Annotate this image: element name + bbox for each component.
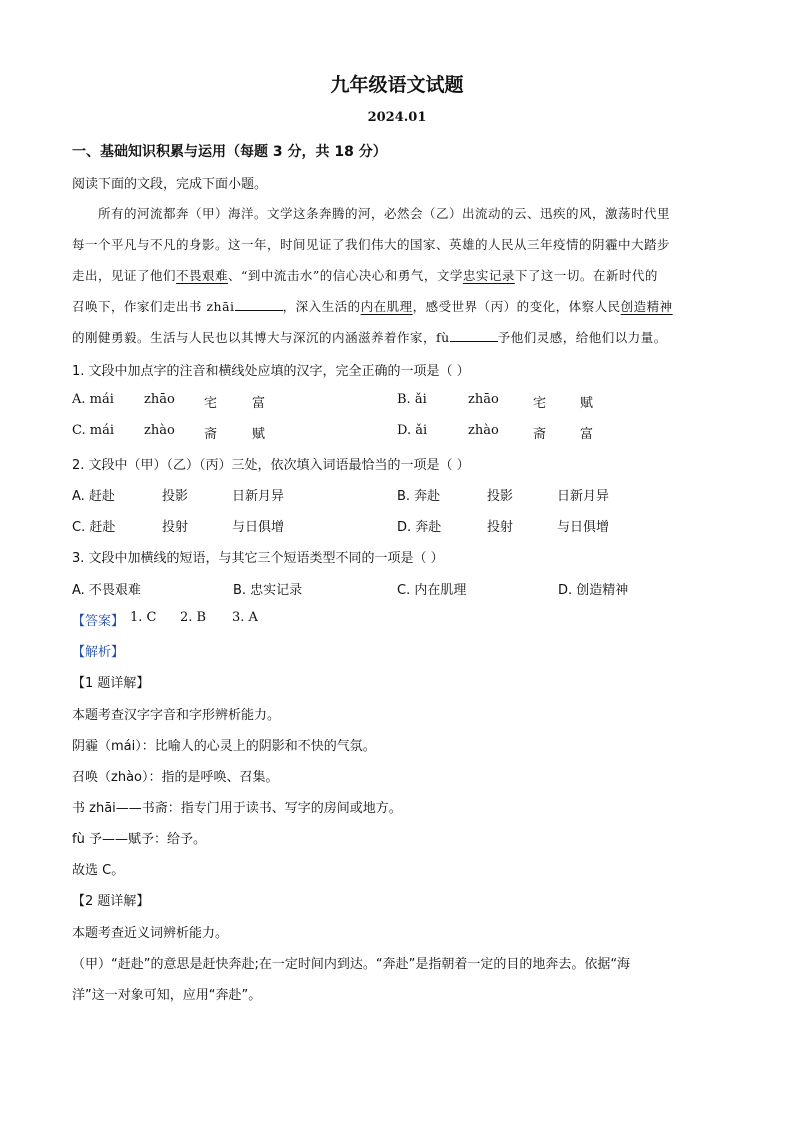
q3-option-a: A. 不畏艰难 bbox=[72, 583, 141, 598]
q3-option-c: C. 内在肌理 bbox=[397, 583, 467, 598]
question-1-stem: 1. 文段中加点字的注音和横线处应填的汉字，完全正确的一项是（ ） bbox=[72, 364, 470, 379]
underlined-phrase-4: 创造精神 bbox=[620, 299, 673, 314]
exam-date: 2024.01 bbox=[367, 110, 427, 125]
q3-option-b: B. 忠实记录 bbox=[233, 583, 303, 598]
q1-option-d-2: zhào bbox=[468, 423, 499, 438]
detail-1-line: 阴霾（mái）：比喻人的心灵上的阴影和不快的气氛。 bbox=[72, 739, 376, 754]
q1-option-a-2: zhāo bbox=[144, 392, 175, 407]
q1-option-d: D. ǎi bbox=[397, 423, 428, 438]
detail-2-heading: 【2 题详解】 bbox=[72, 894, 150, 909]
detail-2-line: 本题考查近义词辨析能力。 bbox=[72, 926, 229, 941]
passage-line-1: 所有的河流都奔（甲）海洋。文学这条奔腾的河，必然会（乙）出流动的云、迅疾的风，激荡时代里 bbox=[98, 206, 671, 221]
question-2-stem: 2. 文段中（甲）（乙）（丙）三处，依次填入词语最恰当的一项是（ ） bbox=[72, 458, 470, 473]
q1-option-b-2: zhāo bbox=[468, 392, 499, 407]
q1-option-b-3: 宅 bbox=[533, 396, 547, 411]
fill-blank-2 bbox=[450, 329, 498, 342]
answer-3: 3. A bbox=[232, 610, 258, 625]
q2-option-a: A. 赶赴 bbox=[72, 489, 115, 504]
underlined-phrase-2: 忠实记录 bbox=[462, 268, 515, 283]
q2-option-a-3: 日新月异 bbox=[232, 489, 285, 504]
q1-option-d-3: 斋 bbox=[533, 427, 547, 442]
q2-option-c-3: 与日俱增 bbox=[232, 520, 285, 535]
q2-option-d: D. 奔赴 bbox=[397, 520, 442, 535]
detail-1-line: 召唤（zhào）：指的是呼唤、召集。 bbox=[72, 770, 279, 785]
q1-option-c-2: zhào bbox=[144, 423, 175, 438]
page-title: 九年级语文试题 bbox=[330, 74, 464, 96]
q2-option-d-3: 与日俱增 bbox=[557, 520, 610, 535]
q1-option-c: C. mái bbox=[72, 423, 114, 438]
detail-1-line: 书 zhāi——书斋：指专门用于读书、写字的房间或地方。 bbox=[72, 801, 402, 816]
q2-option-d-2: 投射 bbox=[487, 520, 514, 535]
answer-1: 1. C bbox=[130, 610, 157, 625]
instruction-text: 阅读下面的文段，完成下面小题。 bbox=[72, 177, 268, 192]
q1-option-a-3: 宅 bbox=[204, 396, 218, 411]
q2-option-b: B. 奔赴 bbox=[397, 489, 441, 504]
detail-2-line: 洋”这一对象可知，应用“奔赴”。 bbox=[72, 988, 262, 1003]
detail-1-line: fù 予——赋予：给予。 bbox=[72, 832, 206, 847]
q2-option-b-3: 日新月异 bbox=[557, 489, 610, 504]
q1-option-c-3: 斋 bbox=[204, 427, 218, 442]
answer-tag: 【答案】 bbox=[72, 614, 125, 629]
detail-1-line: 故选 C。 bbox=[72, 863, 125, 878]
q1-option-b-4: 赋 bbox=[580, 396, 594, 411]
underlined-phrase-3: 内在肌理 bbox=[360, 299, 413, 314]
detail-2-line: （甲）“赶赴”的意思是赶快奔赴;在一定时间内到达。“奔赴”是指朝着一定的目的地奔去。依据“海 bbox=[72, 957, 631, 972]
q1-option-c-4: 赋 bbox=[252, 427, 266, 442]
answer-2: 2. B bbox=[180, 610, 207, 625]
analysis-tag: 【解析】 bbox=[72, 645, 125, 660]
passage-line-2: 每一个平凡与不凡的身影。这一年，时间见证了我们伟大的国家、英雄的人民从三年疫情的阴霾中大踏步 bbox=[72, 237, 671, 252]
q1-option-a: A. mái bbox=[72, 392, 114, 407]
q2-option-b-2: 投影 bbox=[487, 489, 514, 504]
q1-option-a-4: 富 bbox=[252, 396, 266, 411]
passage-line-3: 走出，见证了他们不畏艰难、“到中流击水”的信心决心和勇气，文学忠实记录下了这一切。在新时代的 bbox=[72, 268, 658, 283]
passage-line-5: 的刚健勇毅。生活与人民也以其博大与深沉的内涵滋养着作家，fù 予他们灵感，给他们以力量。 bbox=[72, 330, 667, 345]
q1-option-b: B. ǎi bbox=[397, 392, 427, 407]
question-3-stem: 3. 文段中加横线的短语，与其它三个短语类型不同的一项是（ ） bbox=[72, 551, 444, 566]
q2-option-c: C. 赶赴 bbox=[72, 520, 116, 535]
detail-1-heading: 【1 题详解】 bbox=[72, 676, 150, 691]
q2-option-c-2: 投射 bbox=[162, 520, 189, 535]
section-heading: 一、基础知识积累与运用（每题 3 分，共 18 分） bbox=[72, 144, 387, 160]
underlined-phrase-1: 不畏艰难 bbox=[176, 268, 229, 283]
fill-blank-1 bbox=[235, 298, 283, 311]
q2-option-a-2: 投影 bbox=[162, 489, 189, 504]
q1-option-d-4: 富 bbox=[580, 427, 594, 442]
passage-line-4: 召唤下，作家们走出书 zhāi ，深入生活的内在肌理，感受世界（丙）的变化，体察人民创造精神 bbox=[72, 299, 673, 314]
detail-1-line: 本题考查汉字字音和字形辨析能力。 bbox=[72, 708, 281, 723]
q3-option-d: D. 创造精神 bbox=[558, 583, 629, 598]
